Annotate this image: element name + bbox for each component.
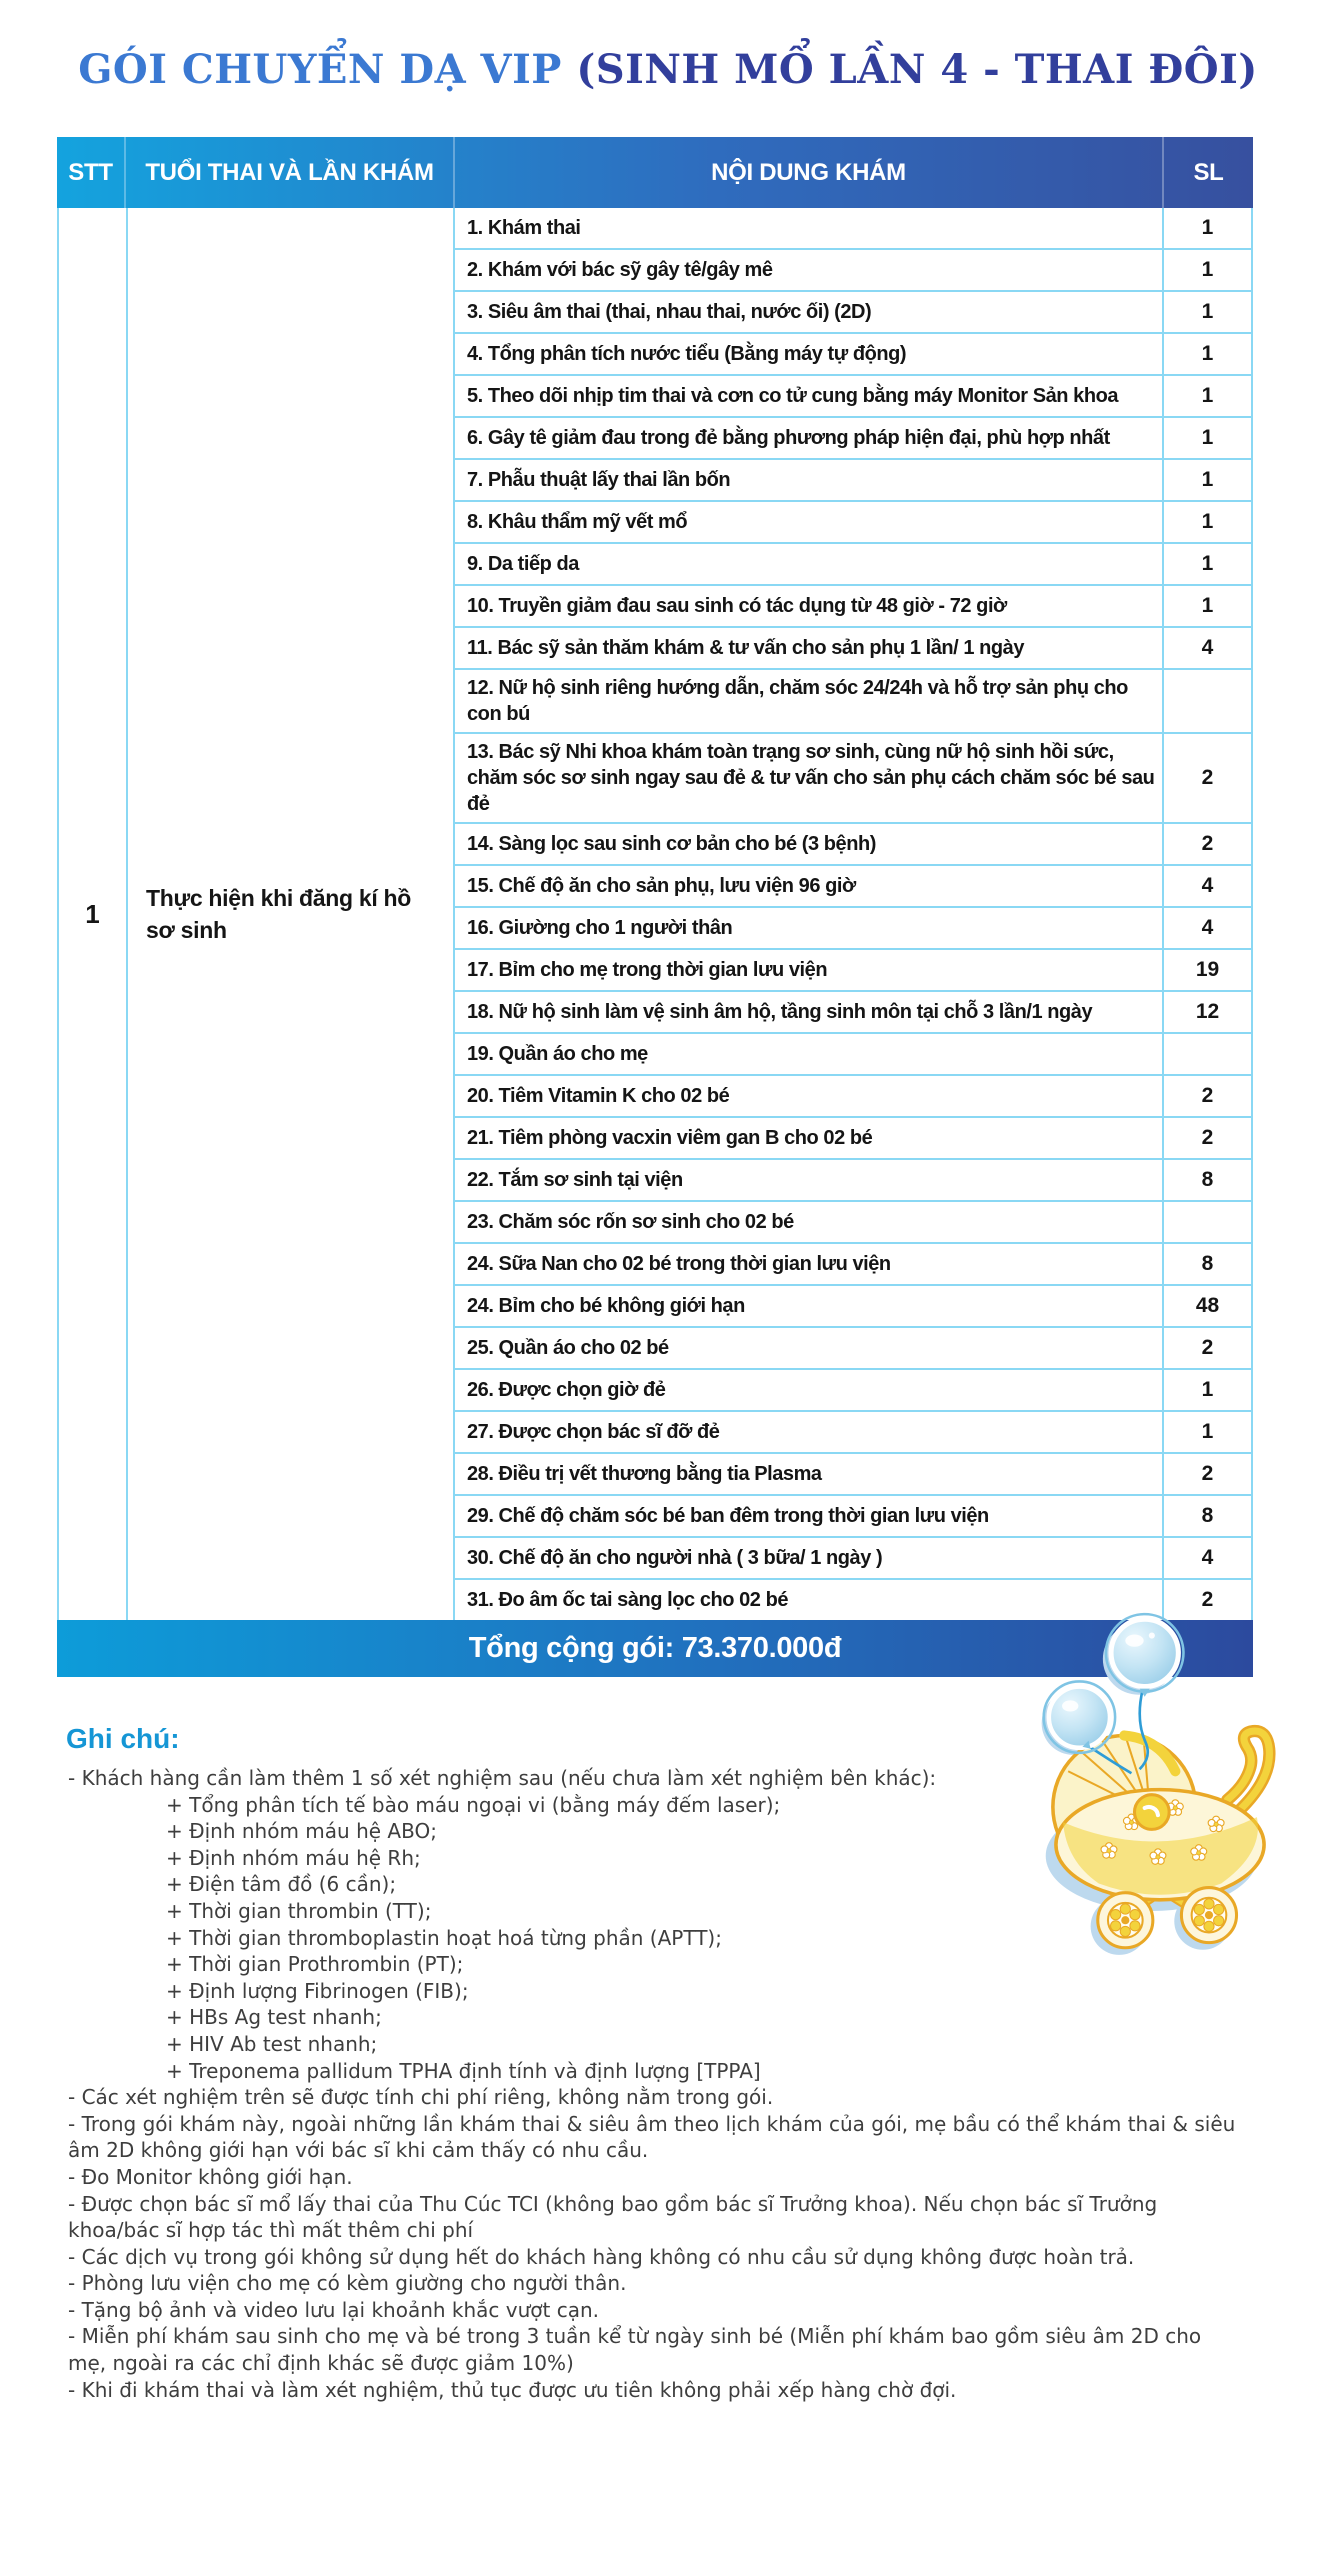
service-quantity: 48 bbox=[1195, 1294, 1220, 1317]
service-quantity: 1 bbox=[1201, 300, 1214, 323]
service-name: 19. Quần áo cho mẹ bbox=[455, 1034, 1164, 1074]
table-row bbox=[455, 866, 1251, 908]
service-quantity bbox=[1164, 670, 1251, 732]
service-name: 9. Da tiếp da bbox=[455, 544, 1164, 584]
service-name: 14. Sàng lọc sau sinh cơ bản cho bé (3 bệnh) bbox=[455, 824, 1164, 864]
service-quantity: 1 bbox=[1201, 426, 1214, 449]
service-quantity: 2 bbox=[1201, 1084, 1214, 1107]
service-name: 25. Quần áo cho 02 bé bbox=[455, 1328, 1164, 1368]
note-line: + Định nhóm máu hệ Rh; bbox=[166, 1845, 421, 1870]
service-quantity: 1 bbox=[1201, 468, 1214, 491]
note-line: + HBs Ag test nhanh; bbox=[166, 2005, 382, 2030]
total-bar bbox=[57, 1620, 1253, 1677]
service-quantity: 12 bbox=[1195, 1000, 1220, 1023]
note-line: - Khi đi khám thai và làm xét nghiệm, thủ tục được ưu tiên không phải xếp hàng chờ đợi. bbox=[68, 2377, 957, 2402]
header-gestation: TUỔI THAI VÀ LẦN KHÁM bbox=[126, 137, 455, 208]
table-row bbox=[455, 1244, 1251, 1286]
page-title-part2: (SINH MỔ LẦN 4 - THAI ĐÔI) bbox=[576, 46, 1258, 93]
service-name: 8. Khâu thẩm mỹ vết mổ bbox=[455, 502, 1164, 542]
service-name: 13. Bác sỹ Nhi khoa khám toàn trạng sơ sinh, cùng nữ hộ sinh hồi sức, chăm sóc sơ sinh ngay sau đẻ & tư vấn cho sản phụ cách chăm sóc bé sau đẻ bbox=[455, 734, 1164, 822]
table-header-row bbox=[57, 137, 1253, 208]
service-quantity: 1 bbox=[1201, 216, 1214, 239]
service-name: 16. Giường cho 1 người thân bbox=[455, 908, 1164, 948]
page-title bbox=[0, 46, 1336, 93]
table-row bbox=[455, 250, 1251, 292]
note-line: - Khách hàng cần làm thêm 1 số xét nghiệm sau (nếu chưa làm xét nghiệm bên khác): bbox=[68, 1766, 937, 1790]
service-quantity: 1 bbox=[1201, 1420, 1214, 1443]
table-row bbox=[455, 544, 1251, 586]
service-quantity: 2 bbox=[1201, 1126, 1214, 1149]
notes-list bbox=[66, 1765, 1241, 2403]
table-rows bbox=[455, 208, 1251, 1620]
table-row bbox=[455, 1370, 1251, 1412]
notes-heading: Ghi chú: bbox=[66, 1723, 180, 1754]
service-quantity: 8 bbox=[1201, 1168, 1214, 1191]
table-row bbox=[455, 1076, 1251, 1118]
table-row bbox=[455, 292, 1251, 334]
table-row bbox=[455, 334, 1251, 376]
note-line: + Thời gian thrombin (TT); bbox=[166, 1898, 432, 1923]
service-name: 29. Chế độ chăm sóc bé ban đêm trong thời gian lưu viện bbox=[455, 1496, 1164, 1536]
service-name: 31. Đo âm ốc tai sàng lọc cho 02 bé bbox=[455, 1580, 1164, 1620]
service-name: 12. Nữ hộ sinh riêng hướng dẫn, chăm sóc 24/24h và hỗ trợ sản phụ cho con bú bbox=[455, 670, 1164, 732]
service-name: 30. Chế độ ăn cho người nhà ( 3 bữa/ 1 ngày ) bbox=[455, 1538, 1164, 1578]
header-quantity: SL bbox=[1193, 158, 1224, 186]
note-line: + HIV Ab test nhanh; bbox=[166, 2031, 378, 2056]
service-quantity: 4 bbox=[1201, 1546, 1214, 1569]
service-name: 24. Bỉm cho bé không giới hạn bbox=[455, 1286, 1164, 1326]
note-line: - Đo Monitor không giới hạn. bbox=[68, 2164, 353, 2189]
note-line: + Điện tâm đồ (6 cần); bbox=[166, 1872, 397, 1897]
balloon-top bbox=[1106, 1614, 1184, 1697]
note-line: + Thời gian thromboplastin hoạt hoá từng phần (APTT); bbox=[166, 1925, 722, 1950]
service-quantity: 1 bbox=[1201, 510, 1214, 533]
page-title-part1: GÓI CHUYỂN DẠ VIP bbox=[78, 46, 577, 93]
group-label-cell: Thực hiện khi đăng kí hồ sơ sinh bbox=[128, 208, 455, 1620]
note-line: - Các dịch vụ trong gói không sử dụng hết do khách hàng không có nhu cầu sử dụng không được hoàn trả. bbox=[68, 2244, 1135, 2269]
note-line: + Tổng phân tích tế bào máu ngoại vi (bằng máy đếm laser); bbox=[166, 1792, 781, 1817]
service-quantity: 1 bbox=[1201, 1378, 1214, 1401]
service-quantity: 4 bbox=[1201, 874, 1214, 897]
table-row bbox=[455, 1160, 1251, 1202]
service-quantity: 8 bbox=[1201, 1504, 1214, 1527]
note-line: - Miễn phí khám sau sinh cho mẹ và bé trong 3 tuần kể từ ngày sinh bé (Miễn phí khám bao gồm siêu âm 2D cho mẹ, ngoài ra các chỉ định khác sẽ được giảm 10%) bbox=[68, 2324, 1202, 2376]
table-body bbox=[57, 208, 1253, 1620]
table-row bbox=[455, 734, 1251, 824]
service-name: 2. Khám với bác sỹ gây tê/gây mê bbox=[455, 250, 1164, 290]
service-quantity: 1 bbox=[1201, 342, 1214, 365]
service-name: 28. Điều trị vết thương bằng tia Plasma bbox=[455, 1454, 1164, 1494]
service-name: 3. Siêu âm thai (thai, nhau thai, nước ối) (2D) bbox=[455, 292, 1164, 332]
table-row bbox=[455, 1496, 1251, 1538]
service-name: 24. Sữa Nan cho 02 bé trong thời gian lưu viện bbox=[455, 1244, 1164, 1284]
table-row bbox=[455, 1412, 1251, 1454]
service-name: 1. Khám thai bbox=[455, 208, 1164, 248]
note-line: - Phòng lưu viện cho mẹ có kèm giường cho người thân. bbox=[68, 2271, 627, 2296]
service-quantity: 2 bbox=[1201, 1336, 1214, 1359]
service-quantity: 1 bbox=[1201, 258, 1214, 281]
service-name: 20. Tiêm Vitamin K cho 02 bé bbox=[455, 1076, 1164, 1116]
table-row bbox=[455, 1286, 1251, 1328]
table-row bbox=[455, 1034, 1251, 1076]
service-name: 4. Tổng phân tích nước tiểu (Bằng máy tự động) bbox=[455, 334, 1164, 374]
service-quantity: 2 bbox=[1201, 832, 1214, 855]
note-line: + Treponema pallidum TPHA định tính và định lượng [TPPA] bbox=[166, 2058, 761, 2083]
service-quantity: 8 bbox=[1201, 1252, 1214, 1275]
note-line: - Tặng bộ ảnh và video lưu lại khoảnh khắc vượt cạn. bbox=[68, 2297, 600, 2322]
table-row bbox=[455, 824, 1251, 866]
table-row bbox=[455, 628, 1251, 670]
service-name: 18. Nữ hộ sinh làm vệ sinh âm hộ, tầng sinh môn tại chỗ 3 lần/1 ngày bbox=[455, 992, 1164, 1032]
table-row bbox=[455, 1118, 1251, 1160]
service-quantity: 1 bbox=[1201, 552, 1214, 575]
header-exam-content: NỘI DUNG KHÁM bbox=[455, 137, 1164, 208]
service-quantity bbox=[1164, 1034, 1251, 1074]
table-row bbox=[455, 586, 1251, 628]
service-name: 15. Chế độ ăn cho sản phụ, lưu viện 96 giờ bbox=[455, 866, 1164, 906]
service-quantity: 1 bbox=[1201, 594, 1214, 617]
table-row bbox=[455, 208, 1251, 250]
group-index-cell: 1 bbox=[59, 208, 128, 1620]
service-name: 26. Được chọn giờ đẻ bbox=[455, 1370, 1164, 1410]
note-line: + Thời gian Prothrombin (PT); bbox=[166, 1952, 464, 1977]
service-name: 21. Tiêm phòng vacxin viêm gan B cho 02 bé bbox=[455, 1118, 1164, 1158]
table-row bbox=[455, 992, 1251, 1034]
service-name: 6. Gây tê giảm đau trong đẻ bằng phương pháp hiện đại, phù hợp nhất bbox=[455, 418, 1164, 458]
table-row bbox=[455, 418, 1251, 460]
service-name: 5. Theo dõi nhịp tim thai và cơn co tử cung bằng máy Monitor Sản khoa bbox=[455, 376, 1164, 416]
service-quantity: 2 bbox=[1201, 766, 1214, 789]
table-row bbox=[455, 950, 1251, 992]
service-quantity: 2 bbox=[1201, 1462, 1214, 1485]
table-row bbox=[455, 1538, 1251, 1580]
table-row bbox=[455, 460, 1251, 502]
table-row bbox=[455, 1580, 1251, 1620]
header-stt: STT bbox=[57, 137, 126, 208]
service-quantity: 19 bbox=[1195, 958, 1220, 981]
note-line: - Trong gói khám này, ngoài những lần khám thai & siêu âm theo lịch khám của gói, mẹ bầu có thể khám thai & siêu âm 2D không giới hạn với bác sĩ khi cảm thấy có nhu cầu. bbox=[68, 2111, 1236, 2163]
service-quantity: 4 bbox=[1201, 636, 1214, 659]
service-name: 7. Phẫu thuật lấy thai lần bốn bbox=[455, 460, 1164, 500]
service-quantity: 1 bbox=[1201, 384, 1214, 407]
service-quantity bbox=[1164, 1202, 1251, 1242]
service-name: 23. Chăm sóc rốn sơ sinh cho 02 bé bbox=[455, 1202, 1164, 1242]
table-row bbox=[455, 670, 1251, 734]
service-name: 17. Bỉm cho mẹ trong thời gian lưu viện bbox=[455, 950, 1164, 990]
service-name: 10. Truyền giảm đau sau sinh có tác dụng từ 48 giờ - 72 giờ bbox=[455, 586, 1164, 626]
note-line: - Được chọn bác sĩ mổ lấy thai của Thu Cúc TCI (không bao gồm bác sĩ Trưởng khoa). Nếu chọn bác sĩ Trưởng khoa/bác sĩ hợp tác thì mất thêm chi phí bbox=[68, 2191, 1158, 2243]
service-name: 11. Bác sỹ sản thăm khám & tư vấn cho sản phụ 1 lần/ 1 ngày bbox=[455, 628, 1164, 668]
services-table bbox=[57, 137, 1253, 2403]
service-quantity: 2 bbox=[1201, 1588, 1214, 1611]
service-name: 27. Được chọn bác sĩ đỡ đẻ bbox=[455, 1412, 1164, 1452]
note-line: + Định lượng Fibrinogen (FIB); bbox=[166, 1978, 469, 2003]
service-name: 22. Tắm sơ sinh tại viện bbox=[455, 1160, 1164, 1200]
table-row bbox=[455, 1328, 1251, 1370]
table-row bbox=[455, 502, 1251, 544]
note-line: + Định nhóm máu hệ ABO; bbox=[166, 1819, 437, 1844]
total-label: Tổng cộng gói: 73.370.000đ bbox=[468, 1632, 842, 1664]
notes-section bbox=[66, 1723, 1241, 2403]
table-row bbox=[455, 1202, 1251, 1244]
note-line: - Các xét nghiệm trên sẽ được tính chi phí riêng, không nằm trong gói. bbox=[68, 2085, 774, 2110]
table-row bbox=[455, 908, 1251, 950]
service-quantity: 4 bbox=[1201, 916, 1214, 939]
table-row bbox=[455, 376, 1251, 418]
table-row bbox=[455, 1454, 1251, 1496]
